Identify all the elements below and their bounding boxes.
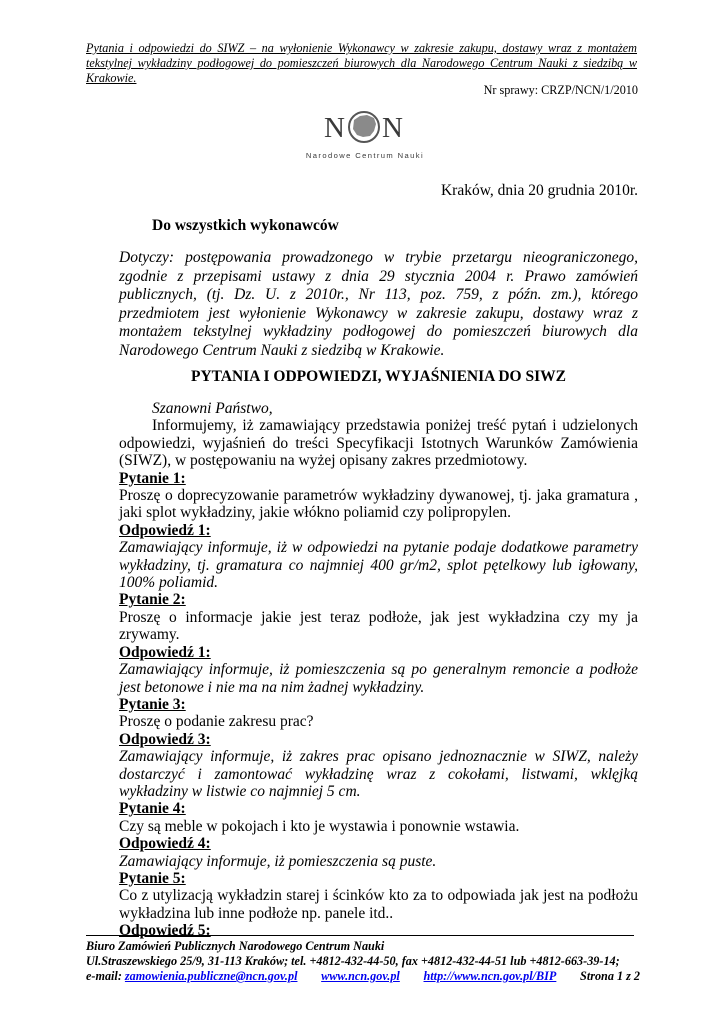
answer-5-label: Odpowiedź 5:	[119, 922, 211, 940]
ncn-logo-graphic	[300, 108, 430, 168]
answer-1-text: Zamawiający informuje, iż w odpowiedzi na pytanie podaje dodatkowe parametry wykładziny, tj. gramatura co najmniej 400 gr/m2, splot pętelkowy lub igłowany, 100% poliamid.	[119, 539, 638, 592]
subject-paragraph: Dotyczy: postępowania prowadzonego w trybie przetargu nieograniczonego, zgodnie z przepisami ustawy z dnia 29 stycznia 2004 r. Prawo zamówień publicznych, (tj. Dz. U. z 2010r., Nr 113, poz. 759, z późn. zm.), którego przedmiotem jest wyłonienie Wykonawcy w zakresie zakupu, dostawy wraz z montażem tekstylnej wykładziny podłogowej do pomieszczeń biurowych dla Narodowego Centrum Nauki z siedzibą w Krakowie.	[119, 249, 638, 359]
answer-2-text: Zamawiający informuje, iż pomieszczenia są po generalnym remoncie a podłoże jest betonowe i nie ma na nim żadnej wykładziny.	[119, 661, 638, 696]
question-3-text: Proszę o podanie zakresu prac?	[119, 713, 314, 731]
addressee: Do wszystkich wykonawców	[152, 217, 339, 234]
footer-org: Biuro Zamówień Publicznych Narodowego Centrum Nauki	[86, 939, 385, 953]
answer-4-text: Zamawiający informuje, iż pomieszczenia są puste.	[119, 852, 437, 870]
footer-links	[86, 969, 640, 984]
logo-letter-left: N	[324, 112, 345, 144]
question-2-text: Proszę o informacje jakie jest teraz podłoże, jak jest wykładzina czy my ja zrywamy.	[119, 608, 638, 644]
question-1-label: Pytanie 1:	[119, 469, 186, 487]
answer-1-label: Odpowiedź 1:	[119, 521, 211, 539]
case-number: Nr sprawy: CRZP/NCN/1/2010	[483, 83, 638, 97]
footer	[86, 939, 640, 984]
footer-email-link[interactable]: zamowienia.publiczne@ncn.gov.pl	[124, 969, 298, 983]
intro-paragraph: Informujemy, iż zamawiający przedstawia poniżej treść pytań i udzielonych odpowiedzi, wyjaśnień do treści Specyfikacji Istotnych Warunków Zamówienia (SIWZ), w postępowaniu na wyżej opisany zakres przedmiotowy.	[119, 417, 638, 470]
footer-page-number: Strona 1 z 2	[580, 969, 640, 983]
letter-date: Kraków, dnia 20 grudnia 2010r.	[440, 182, 638, 199]
question-4-label: Pytanie 4:	[119, 800, 186, 818]
salutation: Szanowni Państwo,	[152, 400, 273, 417]
answer-4-label: Odpowiedź 4:	[119, 835, 211, 853]
poland-map-icon	[353, 115, 376, 137]
answer-3-text: Zamawiający informuje, iż zakres prac opisano jednoznacznie w SIWZ, należy dostarczyć i zamontować wykładzinę wraz z cokołami, listwami, wklęjką wykładziny w listwie co najmniej 5 cm.	[119, 748, 638, 800]
footer-website-link[interactable]: www.ncn.gov.pl	[321, 969, 400, 983]
question-1-text: Proszę o doprecyzowanie parametrów wykładziny dywanowej, tj. jaka gramatura , jaki splot wykładziny, jakie włókno poliamid czy polipropylen.	[119, 487, 638, 522]
footer-bip-link[interactable]: http://www.ncn.gov.pl/BIP	[423, 969, 557, 983]
question-3-label: Pytanie 3:	[119, 695, 186, 713]
question-5-label: Pytanie 5:	[119, 869, 186, 887]
answer-2-label: Odpowiedź 1:	[119, 643, 211, 661]
footer-divider	[86, 935, 634, 936]
header-title: Pytania i odpowiedzi do SIWZ – na wyłonienie Wykonawcy w zakresie zakupu, dostawy wraz z montażem tekstylnej wykładziny podłogowej do pomieszczeń biurowych dla Narodowego Centrum Nauki z siedzibą w Krakowie.	[86, 41, 637, 85]
question-5-text: Co z utylizacją wykładzin starej i ścinków kto za to odpowiada jak jest na podłożu wykładzina lub inne podłoże np. panele itd..	[119, 887, 638, 922]
letter-body	[119, 400, 638, 940]
logo-caption: Narodowe Centrum Nauki	[305, 151, 425, 160]
ncn-logo	[300, 108, 430, 168]
question-4-text: Czy są meble w pokojach i kto je wystawia i ponownie wstawia.	[119, 817, 520, 835]
answer-3-label: Odpowiedź 3:	[119, 730, 211, 748]
footer-address: Ul.Straszewskiego 25/9, 31-113 Kraków; tel. +4812-432-44-50, fax +4812-432-44-51 lub +4812-663-39-14;	[86, 954, 620, 968]
question-2-label: Pytanie 2:	[119, 591, 186, 609]
footer-email-group	[86, 969, 297, 984]
section-title: PYTANIA I ODPOWIEDZI, WYJAŚNIENIA DO SIWZ	[191, 368, 566, 385]
logo-letter-right: N	[382, 112, 403, 144]
footer-email-label: e-mail:	[86, 969, 122, 983]
